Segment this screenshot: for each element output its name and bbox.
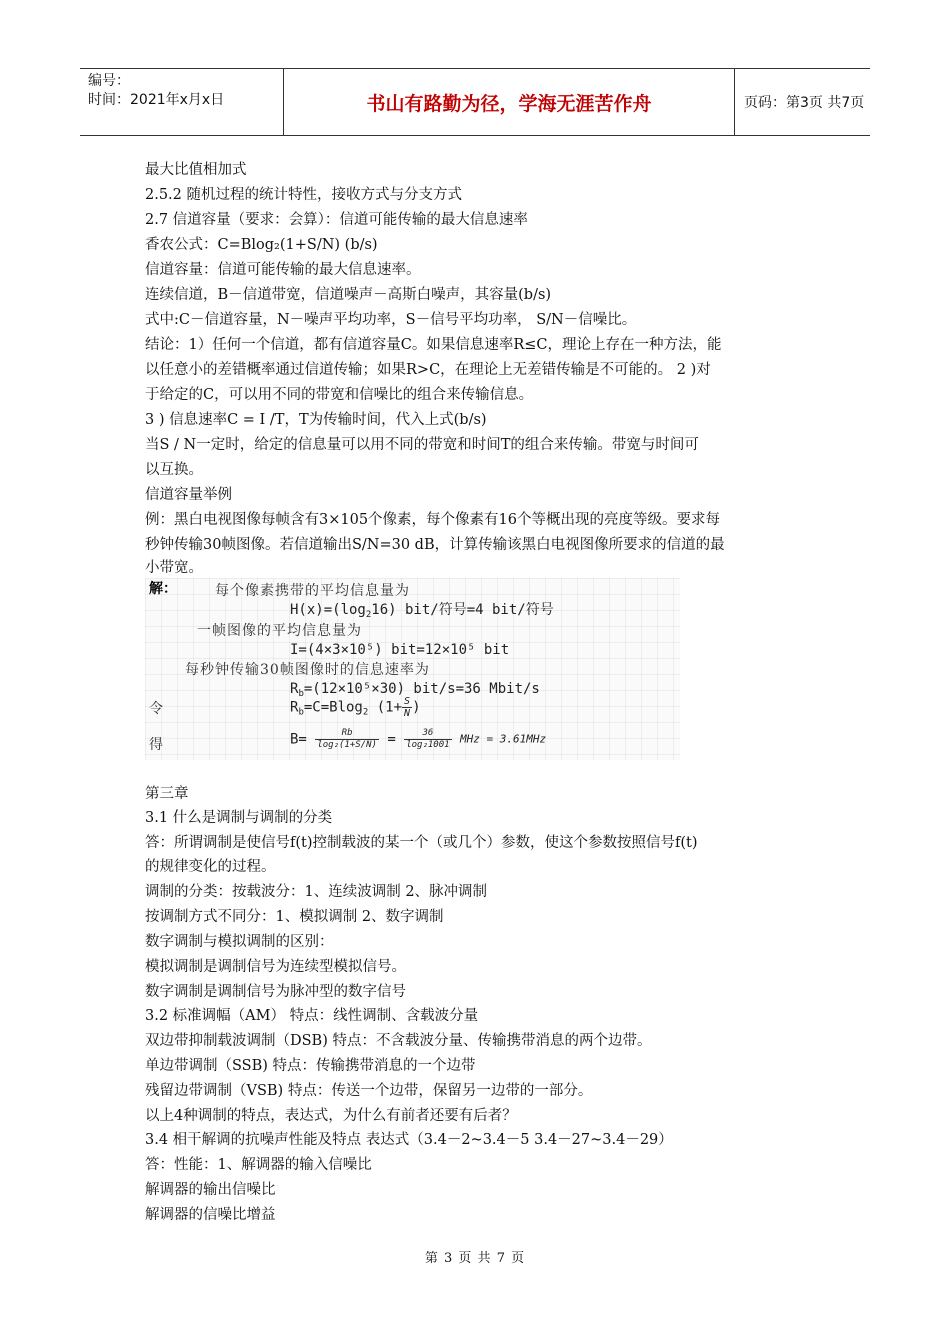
solution-line: 一帧图像的平均信息量为 <box>197 623 362 639</box>
page-info: 页码：第3页 共7页 <box>744 95 865 111</box>
text-line: 调制的分类：按载波分：1、连续波调制 2、脉冲调制 <box>145 884 488 900</box>
text-line: 按调制方式不同分：1、模拟调制 2、数字调制 <box>145 909 444 925</box>
text-line: 残留边带调制（VSB) 特点：传送一个边带，保留另一边带的一部分。 <box>145 1083 593 1099</box>
text-line: 的规律变化的过程。 <box>145 859 276 875</box>
page-footer: 第 3 页 共 7 页 <box>424 1251 526 1266</box>
solution-label: 解： <box>149 581 177 597</box>
text-line: 3.1 什么是调制与调制的分类 <box>145 810 333 826</box>
text-line: 2.7 信道容量（要求：会算）：信道可能传输的最大信息速率 <box>145 212 528 228</box>
solution-word: 得 <box>149 737 164 753</box>
solution-word: 令 <box>149 701 164 717</box>
solution-formula: $R_b=(12\times 10^5\times 30)$ bit/s=36 Mbit/s <box>290 681 540 699</box>
date-line: 时间：2021年x月x日 <box>88 92 225 108</box>
text-line: 以任意小的差错概率通过信道传输；如果R>C，在理论上无差错传输是不可能的。 2 )对 <box>145 362 711 378</box>
text-line: 第三章 <box>145 786 189 802</box>
text-line: 3.4 相干解调的抗噪声性能及特点 表达式（3.4－2~3.4－5 3.4－27~3.4－29） <box>145 1132 673 1148</box>
text-line: 答：所谓调制是使信号f(t)控制载波的某一个（或几个）参数，使这个参数按照信号f(t) <box>145 835 698 851</box>
text-line: 解调器的输出信噪比 <box>145 1182 276 1198</box>
text-line: 单边带调制（SSB) 特点：传输携带消息的一个边带 <box>145 1058 476 1074</box>
solution-line: 每个像素携带的平均信息量为 <box>215 583 410 599</box>
text-line: 信道容量举例 <box>145 487 232 503</box>
text-line: 香农公式：C=Blog₂(1+S/N) (b/s) <box>145 237 378 253</box>
solution-line: 每秒钟传输30帧图像时的信息速率为 <box>185 662 430 678</box>
header-left-cell <box>80 69 283 135</box>
text-line: 2.5.2 随机过程的统计特性，接收方式与分支方式 <box>145 187 463 203</box>
text-line: 式中:C－信道容量，N－噪声平均功率，S－信号平均功率， S/N－信噪比。 <box>145 312 637 328</box>
text-line: 最大比值相加式 <box>145 162 247 178</box>
text-line: 结论：1）任何一个信道，都有信道容量C。如果信息速率R≤C，理论上存在一种方法，能 <box>145 337 722 353</box>
text-line: 例：黑白电视图像每帧含有3×105个像素，每个像素有16个等概出现的亮度等级。要求每 <box>145 512 720 528</box>
text-line: 答：性能：1、解调器的输入信噪比 <box>145 1157 372 1173</box>
text-line: 数字调制是调制信号为脉冲型的数字信号 <box>145 984 406 1000</box>
text-line: 连续信道，B－信道带宽，信道噪声－高斯白噪声，其容量(b/s) <box>145 287 552 303</box>
solution-formula: B= $\frac{Rb}{\text{log₂(1+S/N)}}$ = $\frac{36}{\text{log₂1001}}$ MHz = 3.61MHz <box>290 728 547 750</box>
text-line: 以上4种调制的特点，表达式，为什么有前者还要有后者？ <box>145 1108 517 1124</box>
text-line: 解调器的信噪比增益 <box>145 1207 276 1223</box>
text-line: 小带宽。 <box>145 560 203 576</box>
text-line: 当S / N一定时，给定的信息量可以用不同的带宽和时间T的组合来传输。带宽与时间可 <box>145 437 699 453</box>
solution-formula: I=(4×3×10⁵) bit=12×10⁵ bit <box>290 642 510 658</box>
text-line: 模拟调制是调制信号为连续型模拟信号。 <box>145 959 406 975</box>
text-line: 于给定的C，可以用不同的带宽和信噪比的组合来传输信息。 <box>145 387 534 403</box>
text-line: 3 ) 信息速率C = I /T，T为传输时间，代入上式(b/s) <box>145 412 487 428</box>
text-line: 双边带抑制载波调制（DSB) 特点：不含载波分量、传输携带消息的两个边带。 <box>145 1033 652 1049</box>
text-line: 数字调制与模拟调制的区别： <box>145 934 334 950</box>
text-line: 秒钟传输30帧图像。若信道输出S/N=30 dB，计算传输该黑白电视图像所要求的信道的最 <box>145 537 725 553</box>
text-line: 信道容量：信道可能传输的最大信息速率。 <box>145 262 421 278</box>
solution-figure <box>145 578 680 760</box>
page-header <box>80 68 870 136</box>
serial-label: 编号： <box>88 73 130 89</box>
text-line: 以互换。 <box>145 462 203 478</box>
solution-formula: $H(x)=(\log_216)$ bit/符号=4 bit/符号 <box>290 602 554 620</box>
solution-formula: $R_b=C=Blog_2$ (1+ $\frac{S}{N}$ ) <box>290 696 421 719</box>
motto: 书山有路勤为径，学海无涯苦作舟 <box>283 69 735 135</box>
text-line: 3.2 标准调幅（AM） 特点：线性调制、含载波分量 <box>145 1008 479 1024</box>
